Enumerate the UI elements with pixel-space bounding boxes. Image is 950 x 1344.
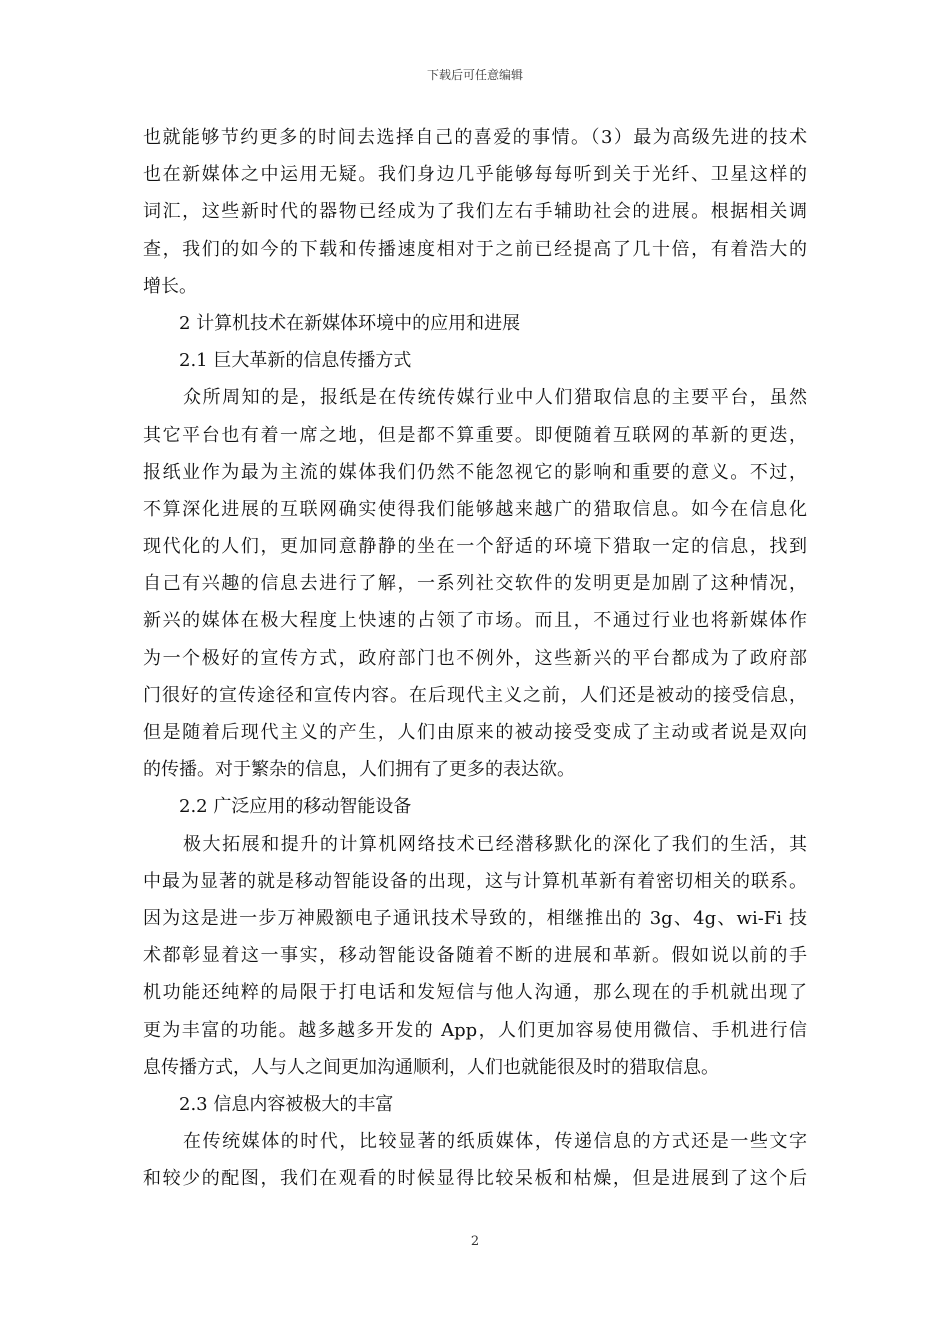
text-line: 机功能还纯粹的局限于打电话和发短信与他人沟通，那么现在的手机就出现了 bbox=[143, 982, 807, 1004]
text-line: 也在新媒体之中运用无疑。我们身边几乎能够每每听到关于光纤、卫星这样的 bbox=[143, 164, 807, 186]
text-line: 自己有兴趣的信息去进行了解，一系列社交软件的发明更是加剧了这种情况， bbox=[143, 573, 807, 595]
text-line: 在传统媒体的时代，比较显著的纸质媒体，传递信息的方式还是一些文字 bbox=[183, 1131, 807, 1153]
text-line: 新兴的媒体在极大程度上快速的占领了市场。而且，不通过行业也将新媒体作 bbox=[143, 610, 807, 632]
text-line: 的传播。对于繁杂的信息，人们拥有了更多的表达欲。 bbox=[143, 759, 575, 781]
text-line: 更为丰富的功能。越多越多开发的 App，人们更加容易使用微信、手机进行信 bbox=[143, 1019, 807, 1041]
text-line: 为一个极好的宣传方式，政府部门也不例外，这些新兴的平台都成为了政府部 bbox=[143, 647, 807, 669]
text-line: 报纸业作为最为主流的媒体我们仍然不能忽视它的影响和重要的意义。不过， bbox=[143, 461, 807, 483]
text-line: 查，我们的如今的下载和传播速度相对于之前已经提高了几十倍，有着浩大的 bbox=[143, 238, 807, 260]
section-heading: 2.1 巨大革新的信息传播方式 bbox=[179, 350, 412, 372]
section-heading: 2.2 广泛应用的移动智能设备 bbox=[179, 796, 412, 818]
text-line: 不算深化进展的互联网确实使得我们能够越来越广的猎取信息。如今在信息化 bbox=[143, 498, 807, 520]
text-line: 门很好的宣传途径和宣传内容。在后现代主义之前，人们还是被动的接受信息， bbox=[143, 684, 807, 706]
text-line: 词汇，这些新时代的器物已经成为了我们左右手辅助社会的进展。根据相关调 bbox=[143, 201, 807, 223]
text-line: 因为这是进一步万神殿额电子通讯技术导致的，相继推出的 3g、4g、wi-Fi 技 bbox=[143, 907, 807, 929]
text-line: 和较少的配图，我们在观看的时候显得比较呆板和枯燥，但是进展到了这个后 bbox=[143, 1168, 807, 1190]
page-header: 下载后可任意编辑 bbox=[426, 68, 523, 82]
text-line: 增长。 bbox=[143, 275, 197, 297]
text-line: 也就能够节约更多的时间去选择自己的喜爱的事情。（3）最为高级先进的技术 bbox=[143, 127, 807, 148]
section-heading: 2 计算机技术在新媒体环境中的应用和进展 bbox=[179, 312, 521, 334]
text-line: 现代化的人们，更加同意静静的坐在一个舒适的环境下猎取一定的信息，找到 bbox=[143, 536, 807, 558]
text-line: 其它平台也有着一席之地，但是都不算重要。即便随着互联网的革新的更迭， bbox=[143, 424, 807, 446]
text-line: 但是随着后现代主义的产生，人们由原来的被动接受变成了主动或者说是双向 bbox=[143, 722, 807, 743]
text-line: 极大拓展和提升的计算机网络技术已经潜移默化的深化了我们的生活，其 bbox=[183, 833, 807, 855]
section-heading: 2.3 信息内容被极大的丰富 bbox=[179, 1093, 394, 1115]
text-line: 中最为显著的就是移动智能设备的出现，这与计算机革新有着密切相关的联系。 bbox=[143, 870, 807, 892]
text-line: 术都彰显着这一事实，移动智能设备随着不断的进展和革新。假如说以前的手 bbox=[143, 945, 807, 967]
text-line: 息传播方式，人与人之间更加沟通顺利，人们也就能很及时的猎取信息。 bbox=[143, 1056, 719, 1078]
page-number: 2 bbox=[470, 1234, 480, 1249]
text-line: 众所周知的是，报纸是在传统传媒行业中人们猎取信息的主要平台，虽然 bbox=[183, 387, 807, 409]
body-text bbox=[143, 119, 807, 1197]
